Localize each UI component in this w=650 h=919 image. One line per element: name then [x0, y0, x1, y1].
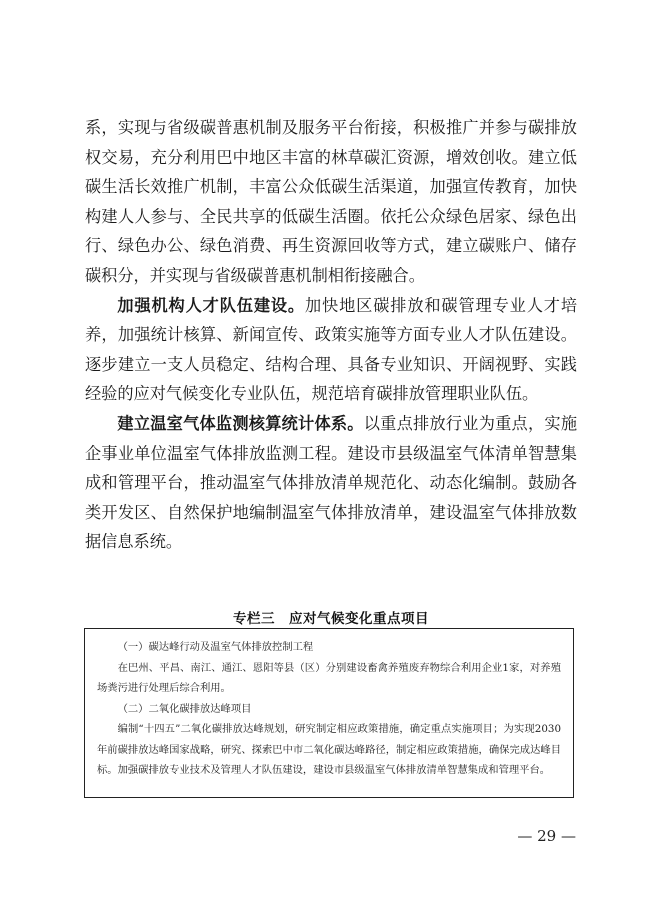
special-column-title: 专栏三 应对气候变化重点项目 — [233, 611, 429, 627]
paragraph-ghg-monitoring — [85, 409, 577, 557]
section-body: 在巴州、平昌、南江、通江、恩阳等县（区）分别建设畜禽养殖废弃物综合利用企业1家，对养殖场粪污进行处理后综合利用。 — [97, 661, 561, 694]
body-text — [85, 113, 577, 557]
paragraph-text: 以重点排放行业为重点，实施企事业单位温室气体排放监测工程。建设市县级温室气体清单智慧集成和管理平台，推动温室气体排放清单规范化、动态化编制。鼓励各类开发区、自然保护地编制温室气体排放清单，建设温室气体排放数据信息系统。 — [85, 413, 578, 552]
page-number: — 29 — — [517, 827, 576, 845]
section-body: 编制“十四五”二氧化碳排放达峰规划，研究制定相应政策措施，确定重点实施项目；为实现2030年前碳排放达峰国家战略，研究、探索巴中市二氧化碳达峰路径，制定相应政策措施，确保完成达峰目标。加强碳排放专业技术及管理人才队伍建设，建设市县级温室气体排放清单智慧集成和管理平台。 — [97, 723, 561, 776]
section-heading: （二）二氧化碳排放达峰项目 — [117, 702, 252, 715]
paragraph-lead: 加强机构人才队伍建设。 — [117, 295, 305, 315]
section-heading: （一）碳达峰行动及温室气体排放控制工程 — [117, 641, 314, 653]
paragraph-text: 系，实现与省级碳普惠机制及服务平台衔接，积极推广并参与碳排放权交易，充分利用巴中地区丰富的林草碳汇资源，增效创收。建立低碳生活长效推广机制，丰富公众低碳生活渠道，加强宣传教育，加快构建人人参与、全民共享的低碳生活圈。依托公众绿色居家、绿色出行、绿色办公、绿色消费、再生资源回收等方式，建立碳账户、储存碳积分，并实现与省级碳普惠机制相衔接融合。 — [85, 118, 577, 285]
paragraph-lead: 建立温室气体监测核算统计体系。 — [117, 413, 364, 433]
paragraph-text: 加快地区碳排放和碳管理专业人才培养，加强统计核算、新闻宣传、政策实施等方面专业人才队伍建设。逐步建立一支人员稳定、结构合理、具备专业知识、开阔视野、实践经验的应对气候变化专业队伍，规范培育碳排放管理职业队伍。 — [85, 295, 578, 404]
paragraph-continued — [85, 113, 577, 291]
special-column-box — [84, 628, 574, 798]
paragraph-talent-building — [85, 291, 577, 409]
